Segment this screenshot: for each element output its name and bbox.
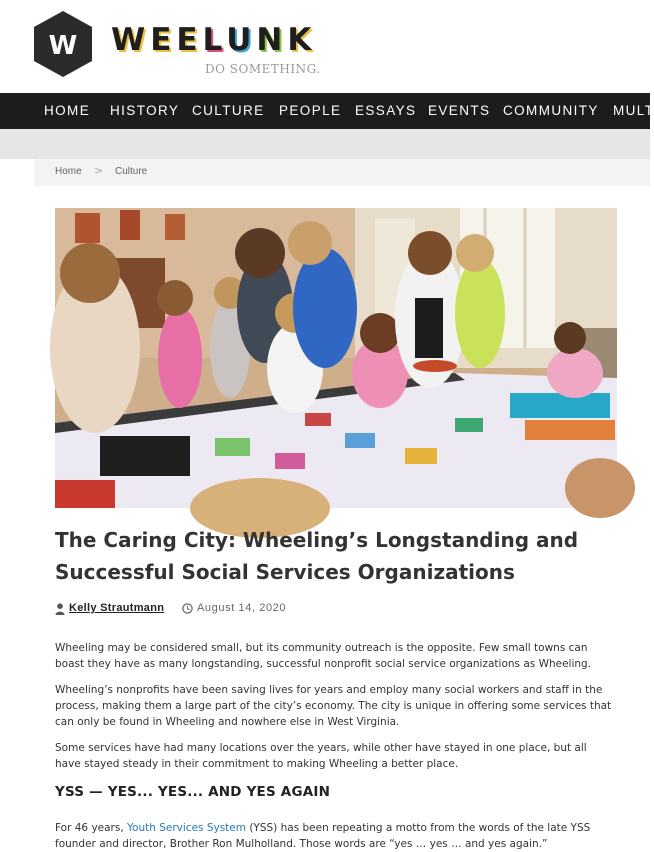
nav-item-essays[interactable]: ESSAYS: [355, 103, 417, 118]
article-paragraph-3: Some services have had many locations over the years, while other have stayed in one place, but all have stayed steady in their commitment to making Wheeling a better place.: [55, 742, 587, 770]
nav-item-people[interactable]: PEOPLE: [279, 103, 342, 118]
nav-item-culture[interactable]: CULTURE: [192, 103, 265, 118]
logo-part-5: K: [287, 22, 317, 58]
nav-item-mult[interactable]: MULT: [613, 103, 654, 118]
nav-item-events[interactable]: EVENTS: [428, 103, 491, 118]
logo-hexagon-icon[interactable]: [33, 10, 93, 78]
logo-letter: W: [48, 31, 78, 61]
logo-part-2: L: [202, 22, 227, 58]
article-paragraph-1: Wheeling may be considered small, but its community outreach is the opposite. Few small towns can boast they have as many longstanding, successful nonprofit social service organizations as Wheeling.: [55, 642, 592, 670]
main-nav: [0, 93, 654, 129]
nav-item-home[interactable]: HOME: [44, 103, 91, 118]
p4-text-before: For 46 years,: [55, 822, 128, 834]
logo-part-1: WEE: [111, 22, 203, 58]
clock-icon: [182, 603, 193, 614]
p4-text-after: (YSS) has been repeating a motto from the words of the late YSS founder and director, Brother Ron Mulholland. Those words are “yes … yes … and yes again.”: [55, 822, 591, 850]
article-paragraph-4: [55, 820, 615, 852]
article-title: The Caring City: Wheeling’s Longstanding and Successful Social Services Organizations: [55, 528, 579, 584]
site-header: [0, 0, 650, 93]
article-paragraph-2: Wheeling’s nonprofits have been saving lives for years and employ many social workers and staff in the process, making them a large part of the city’s economy. The city is unique in offering some services that can only be found in Wheeling and nowhere else in West Virginia.: [55, 684, 612, 728]
publish-date: August 14, 2020: [197, 602, 287, 614]
nav-item-history[interactable]: HISTORY: [110, 103, 180, 118]
hero-photo: [55, 208, 617, 508]
user-icon: [55, 603, 65, 615]
breadcrumb-separator: >: [94, 164, 104, 177]
sub-bar: [0, 129, 650, 159]
breadcrumb-current[interactable]: Culture: [115, 166, 148, 177]
logo-part-3: U: [226, 22, 257, 58]
logo-part-4: N: [256, 22, 288, 58]
author-link[interactable]: Kelly Strautmann: [69, 602, 165, 614]
nav-item-community[interactable]: COMMUNITY: [503, 103, 599, 118]
site-tagline: DO SOMETHING.: [205, 62, 321, 76]
youth-services-system-link[interactable]: Youth Services System: [127, 822, 246, 834]
breadcrumb: [34, 159, 650, 186]
breadcrumb-home[interactable]: Home: [55, 166, 82, 177]
section-heading: YSS — YES... YES... AND YES AGAIN: [55, 784, 331, 800]
site-logo-wordmark[interactable]: [111, 22, 316, 58]
